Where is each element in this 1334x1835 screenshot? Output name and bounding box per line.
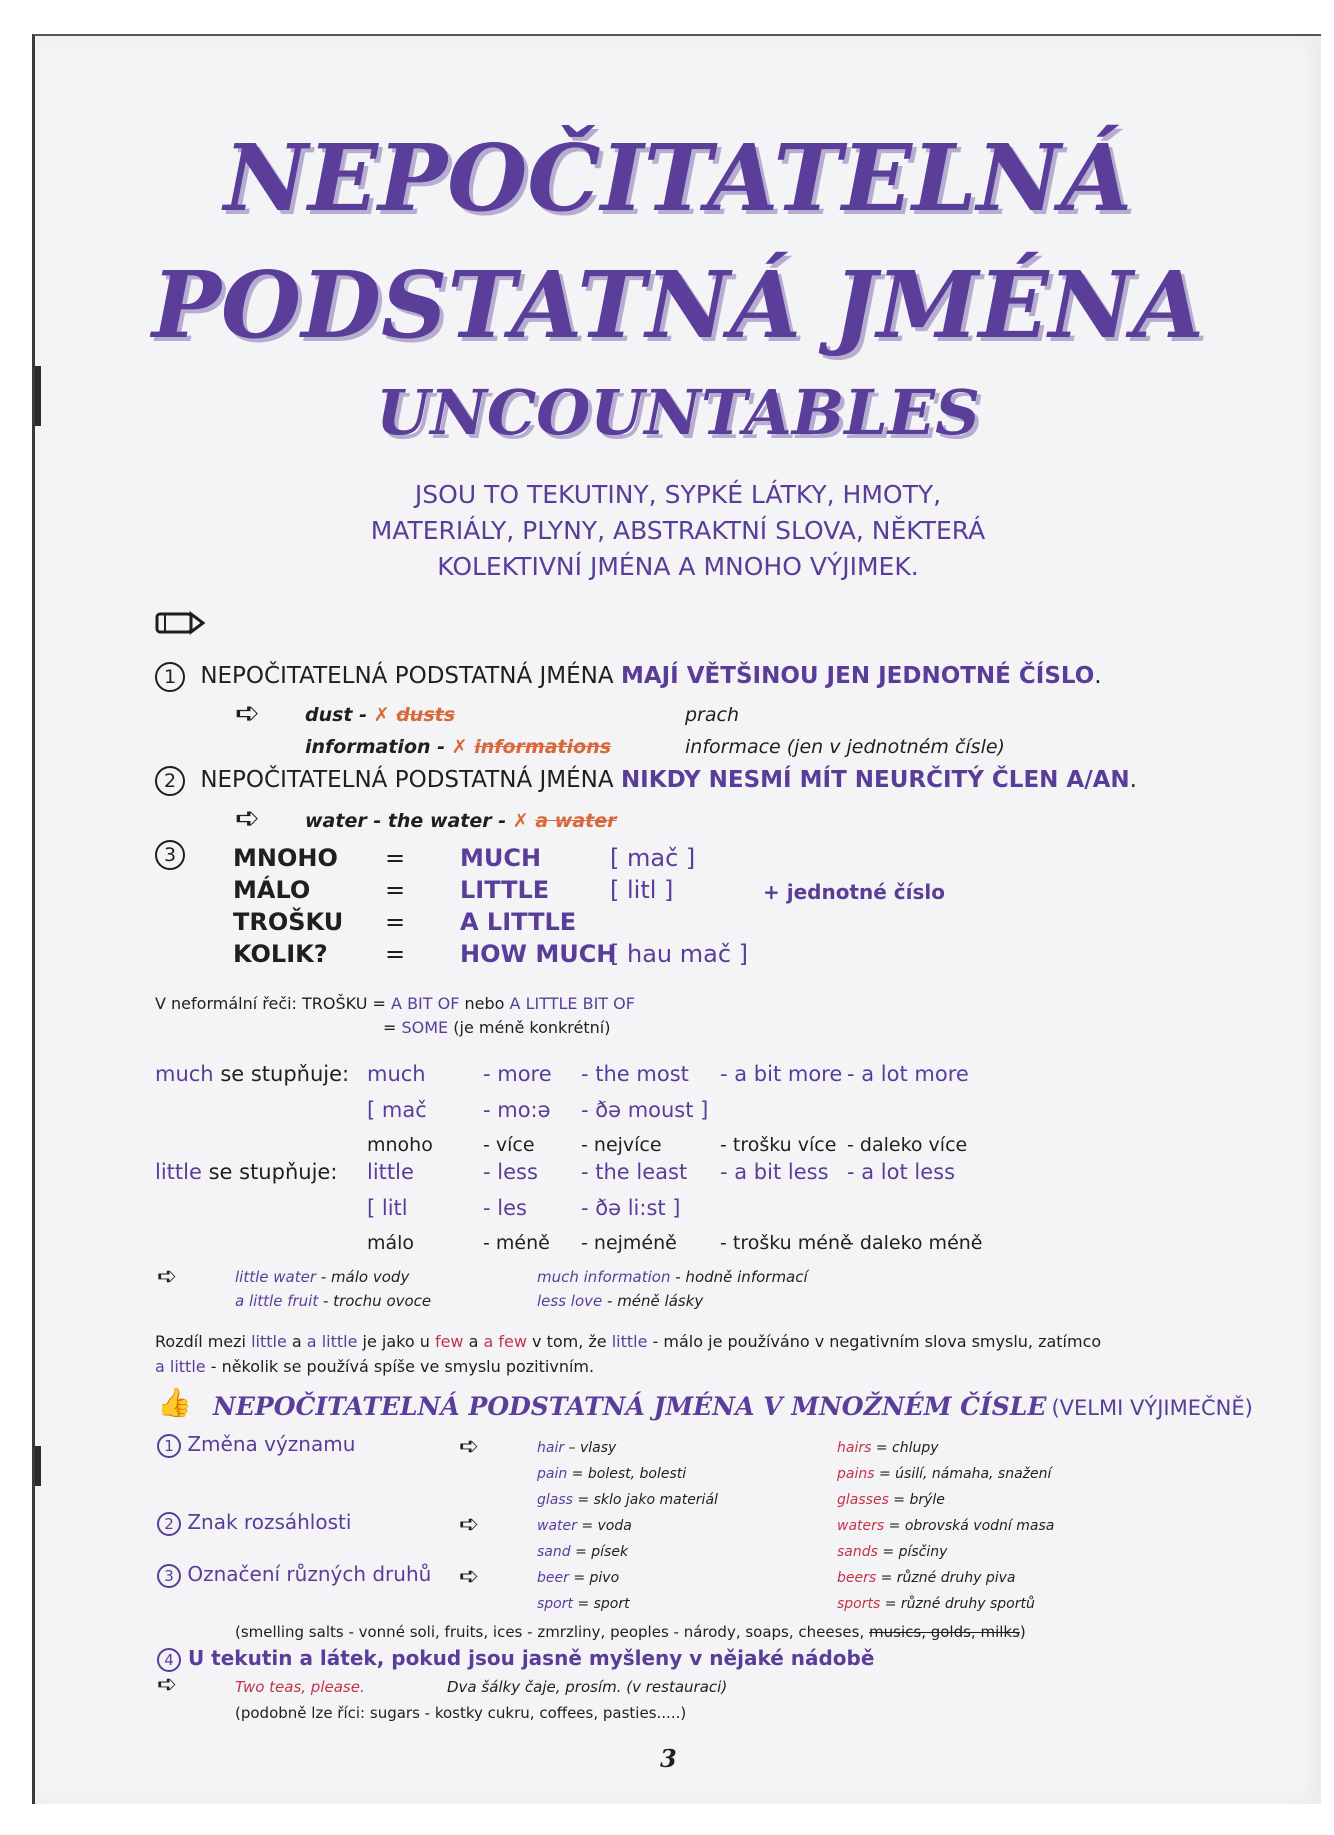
arrow-icon: ➪ — [235, 696, 261, 731]
page-subtitle: UNCOUNTABLES — [376, 376, 980, 449]
much-form: - more — [483, 1062, 552, 1086]
example-word: information - — [305, 736, 446, 758]
informal-eq: = — [383, 1018, 397, 1037]
much-form: - the most — [581, 1062, 689, 1086]
word: a few — [483, 1332, 527, 1351]
plural-word: glasses — [837, 1492, 889, 1508]
plural-word: sands — [837, 1544, 878, 1560]
row-cz: KOLIK? — [233, 940, 328, 968]
informal-note — [155, 994, 635, 1013]
pair-singular — [537, 1518, 632, 1534]
rule-1-plain: NEPOČITATELNÁ PODSTATNÁ JMÉNA — [200, 663, 614, 689]
text: - málo je používáno v negativním slova smyslu, zatímco — [647, 1332, 1102, 1351]
pair-plural — [837, 1466, 1051, 1482]
much-cz: - více — [483, 1134, 535, 1156]
plural-heading — [213, 1392, 1253, 1421]
much-cz: - daleko více — [847, 1134, 968, 1156]
much-pron: [ mač — [367, 1098, 427, 1122]
textbook-page — [32, 34, 1321, 1804]
row-cz: TROŠKU — [233, 908, 344, 936]
arrow-icon: ➪ — [157, 1262, 178, 1290]
text: je jako u — [357, 1332, 435, 1351]
little-word: little — [155, 1160, 202, 1184]
little-cz: - trošku méně — [720, 1232, 852, 1254]
category-1 — [157, 1432, 355, 1458]
little-pron: - ðə li:st ] — [581, 1196, 681, 1220]
informal-tail: (je méně konkrétní) — [453, 1018, 611, 1037]
spine-mark — [35, 1446, 41, 1486]
category-label: U tekutin a látek, pokud jsou jasně myšleny v nějaké nádobě — [187, 1646, 875, 1670]
much-label — [155, 1062, 349, 1086]
singular-word: sport — [537, 1596, 573, 1612]
misc-text: (smelling salts - vonné soli, fruits, ices - zmrzliny, peoples - národy, soaps, cheeses, — [235, 1623, 865, 1641]
text: a — [286, 1332, 307, 1351]
example-cz: - trochu ovoce — [318, 1292, 432, 1310]
number-badge: 2 — [155, 766, 185, 796]
word: a little — [155, 1357, 206, 1376]
singular-meaning: = pivo — [568, 1570, 620, 1586]
text: Rozdíl mezi — [155, 1332, 252, 1351]
misc-end: ) — [1019, 1623, 1026, 1641]
pair-singular — [537, 1596, 630, 1612]
example-word: water - the water - — [305, 810, 507, 832]
plural-meaning: = chlupy — [871, 1440, 939, 1456]
meaning-dust: prach — [685, 704, 740, 726]
singular-word: water — [537, 1518, 577, 1534]
arrow-icon: ➪ — [459, 1432, 480, 1460]
pair-singular — [537, 1492, 718, 1508]
misc-struck: musics, golds, milks — [869, 1623, 1020, 1641]
much-label-text: se stupňuje: — [220, 1062, 350, 1086]
little-form: - the least — [581, 1160, 688, 1184]
much-form: - a bit more — [720, 1062, 843, 1086]
example-en: less love — [537, 1292, 603, 1310]
category-label: Označení různých druhů — [187, 1562, 432, 1586]
example-dust: dust - ✗ dusts — [305, 704, 456, 726]
row-eq: = — [385, 940, 406, 968]
plural-word: beers — [837, 1570, 877, 1586]
row-en: A LITTLE — [460, 908, 577, 936]
example-less-love — [537, 1292, 703, 1310]
word: few — [434, 1332, 464, 1351]
much-cz: - trošku více — [720, 1134, 837, 1156]
pair-singular — [537, 1466, 686, 1482]
pencil-icon — [155, 610, 205, 640]
singular-meaning: = sklo jako materiál — [572, 1492, 718, 1508]
example-a-little-fruit — [235, 1292, 431, 1310]
text: v tom, že — [526, 1332, 612, 1351]
plural-word: sports — [837, 1596, 881, 1612]
pair-singular — [537, 1544, 628, 1560]
rule-2-bold: NIKDY NESMÍ MÍT NEURČITÝ ČLEN A/AN — [620, 767, 1130, 793]
category-label: Změna významu — [187, 1432, 356, 1456]
example-en: much information — [537, 1268, 671, 1286]
plural-meaning: = písčiny — [877, 1544, 948, 1560]
example-water: water - the water - ✗ a water — [305, 810, 617, 832]
singular-meaning: – vlasy — [564, 1440, 617, 1456]
arrow-icon: ➪ — [459, 1562, 480, 1590]
much-pron: - ðə moust ] — [581, 1098, 709, 1122]
wrong-form: informations — [474, 736, 612, 758]
much-pron: - mo:ə — [483, 1098, 551, 1122]
word: little — [611, 1332, 648, 1351]
much-form: much — [367, 1062, 426, 1086]
misc-examples — [235, 1623, 1026, 1641]
singular-meaning: = písek — [570, 1544, 629, 1560]
singular-word: sand — [537, 1544, 571, 1560]
pair-plural — [837, 1492, 945, 1508]
row-cz: MNOHO — [233, 844, 338, 872]
row-en: HOW MUCH — [460, 940, 617, 968]
plural-word: hairs — [837, 1440, 872, 1456]
plural-word: pains — [837, 1466, 875, 1482]
page-title-line2: PODSTATNÁ JMÉNA — [151, 251, 1205, 359]
singular-meaning: = bolest, bolesti — [567, 1466, 687, 1482]
plural-meaning: = různé druhy sportů — [880, 1596, 1035, 1612]
rule-2 — [155, 766, 1137, 796]
page-number: 3 — [660, 1744, 677, 1773]
little-cz: - daleko méně — [847, 1232, 983, 1254]
little-form: - less — [483, 1160, 538, 1184]
thumbs-up-icon: 👍 — [157, 1386, 192, 1419]
plural-meaning: = úsilí, námaha, snažení — [874, 1466, 1052, 1482]
wrong-form: dusts — [396, 704, 456, 726]
intro-line1: JSOU TO TEKUTINY, SYPKÉ LÁTKY, HMOTY, — [414, 480, 942, 509]
informal-prefix: V neformální řeči: TROŠKU = — [155, 994, 386, 1013]
little-form: - a bit less — [720, 1160, 829, 1184]
text: a — [463, 1332, 484, 1351]
pair-singular — [537, 1440, 616, 1456]
row-eq: = — [385, 844, 406, 872]
example-little-water — [235, 1268, 409, 1286]
row-pron: [ mač ] — [610, 844, 696, 872]
number-badge: 3 — [157, 1564, 181, 1588]
informal-mid: nebo — [464, 994, 505, 1013]
arrow-icon: ➪ — [235, 801, 261, 836]
informal-c: SOME — [401, 1018, 449, 1037]
number-badge: 1 — [155, 662, 185, 692]
example-cz: - málo vody — [316, 1268, 410, 1286]
c4-example: Two teas, please. — [235, 1678, 365, 1696]
little-label-text: se stupňuje: — [208, 1160, 338, 1184]
singular-word: hair — [537, 1440, 565, 1456]
example-en: a little fruit — [235, 1292, 319, 1310]
little-form: little — [367, 1160, 414, 1184]
rule-2-plain: NEPOČITATELNÁ PODSTATNÁ JMÉNA — [200, 767, 614, 793]
c4-translation: Dva šálky čaje, prosím. (v restauraci) — [447, 1678, 728, 1696]
little-pron: [ litl — [367, 1196, 408, 1220]
arrow-icon: ➪ — [157, 1670, 178, 1698]
difference-line1 — [155, 1332, 1101, 1351]
little-label — [155, 1160, 337, 1184]
plural-heading-note: (VELMI VÝJIMEČNĚ) — [1051, 1396, 1253, 1420]
number-badge: 1 — [157, 1434, 181, 1458]
much-form: - a lot more — [847, 1062, 969, 1086]
example-much-information — [537, 1268, 808, 1286]
category-4 — [157, 1646, 874, 1672]
singular-note: + jednotné číslo — [763, 880, 945, 904]
rule-1-bold: MAJÍ VĚTŠINOU JEN JEDNOTNÉ ČÍSLO — [620, 663, 1095, 689]
little-cz: málo — [367, 1232, 415, 1254]
difference-line2 — [155, 1357, 594, 1376]
informal-note-2 — [383, 1018, 610, 1037]
singular-meaning: = voda — [576, 1518, 632, 1534]
number-badge: 2 — [157, 1512, 181, 1536]
pair-plural — [837, 1440, 939, 1456]
little-cz: - méně — [483, 1232, 550, 1254]
number-badge-3: 3 — [155, 840, 185, 870]
plural-heading-text: NEPOČITATELNÁ PODSTATNÁ JMÉNA V MNOŽNÉM ČÍSLE — [213, 1392, 1047, 1421]
row-en: LITTLE — [460, 876, 550, 904]
pair-plural — [837, 1518, 1054, 1534]
informal-b: A LITTLE BIT OF — [509, 994, 635, 1013]
row-pron: [ litl ] — [610, 876, 674, 904]
row-cz: MÁLO — [233, 876, 311, 904]
singular-word: beer — [537, 1570, 569, 1586]
little-pron: - les — [483, 1196, 527, 1220]
intro-line3: KOLEKTIVNÍ JMÉNA A MNOHO VÝJIMEK. — [437, 552, 919, 581]
row-pron: [ hau mač ] — [610, 940, 749, 968]
example-information: information - ✗ informations — [305, 736, 612, 758]
pair-plural — [837, 1544, 947, 1560]
intro-line2: MATERIÁLY, PLYNY, ABSTRAKTNÍ SLOVA, NĚKTERÁ — [370, 516, 986, 545]
word: a little — [306, 1332, 358, 1351]
meaning-information: informace (jen v jednotném čísle) — [685, 736, 1005, 758]
category-3 — [157, 1562, 431, 1588]
pair-plural — [837, 1570, 1015, 1586]
arrow-icon: ➪ — [459, 1510, 480, 1538]
wrong-form: a water — [535, 810, 617, 832]
singular-meaning: = sport — [573, 1596, 630, 1612]
plural-meaning: = obrovská vodní masa — [884, 1518, 1055, 1534]
number-badge: 4 — [157, 1648, 181, 1672]
text: - několik se používá spíše ve smyslu pozitivním. — [205, 1357, 595, 1376]
much-cz: - nejvíce — [581, 1134, 662, 1156]
singular-word: pain — [537, 1466, 568, 1482]
word: little — [251, 1332, 287, 1351]
plural-meaning: = brýle — [888, 1492, 945, 1508]
rule-1-end: . — [1094, 663, 1102, 689]
c4-similar: (podobně lze říci: sugars - kostky cukru, coffees, pasties.....) — [235, 1704, 687, 1722]
row-en: MUCH — [460, 844, 542, 872]
little-form: - a lot less — [847, 1160, 956, 1184]
informal-a: A BIT OF — [391, 994, 460, 1013]
plural-word: waters — [837, 1518, 885, 1534]
example-cz: - hodně informací — [670, 1268, 808, 1286]
example-en: little water — [235, 1268, 316, 1286]
row-eq: = — [385, 908, 406, 936]
pair-singular — [537, 1570, 619, 1586]
rule-1 — [155, 662, 1102, 692]
plural-meaning: = různé druhy piva — [876, 1570, 1016, 1586]
much-word: much — [155, 1062, 214, 1086]
page-title-line1: NEPOČITATELNÁ — [223, 124, 1133, 232]
rule-2-end: . — [1129, 767, 1137, 793]
example-cz: - méně lásky — [602, 1292, 704, 1310]
category-label: Znak rozsáhlosti — [187, 1510, 352, 1534]
pair-plural — [837, 1596, 1035, 1612]
number-badge — [155, 840, 185, 870]
row-eq: = — [385, 876, 406, 904]
little-cz: - nejméně — [581, 1232, 677, 1254]
example-word: dust - — [305, 704, 368, 726]
category-2 — [157, 1510, 351, 1536]
much-cz: mnoho — [367, 1134, 433, 1156]
singular-word: glass — [537, 1492, 573, 1508]
